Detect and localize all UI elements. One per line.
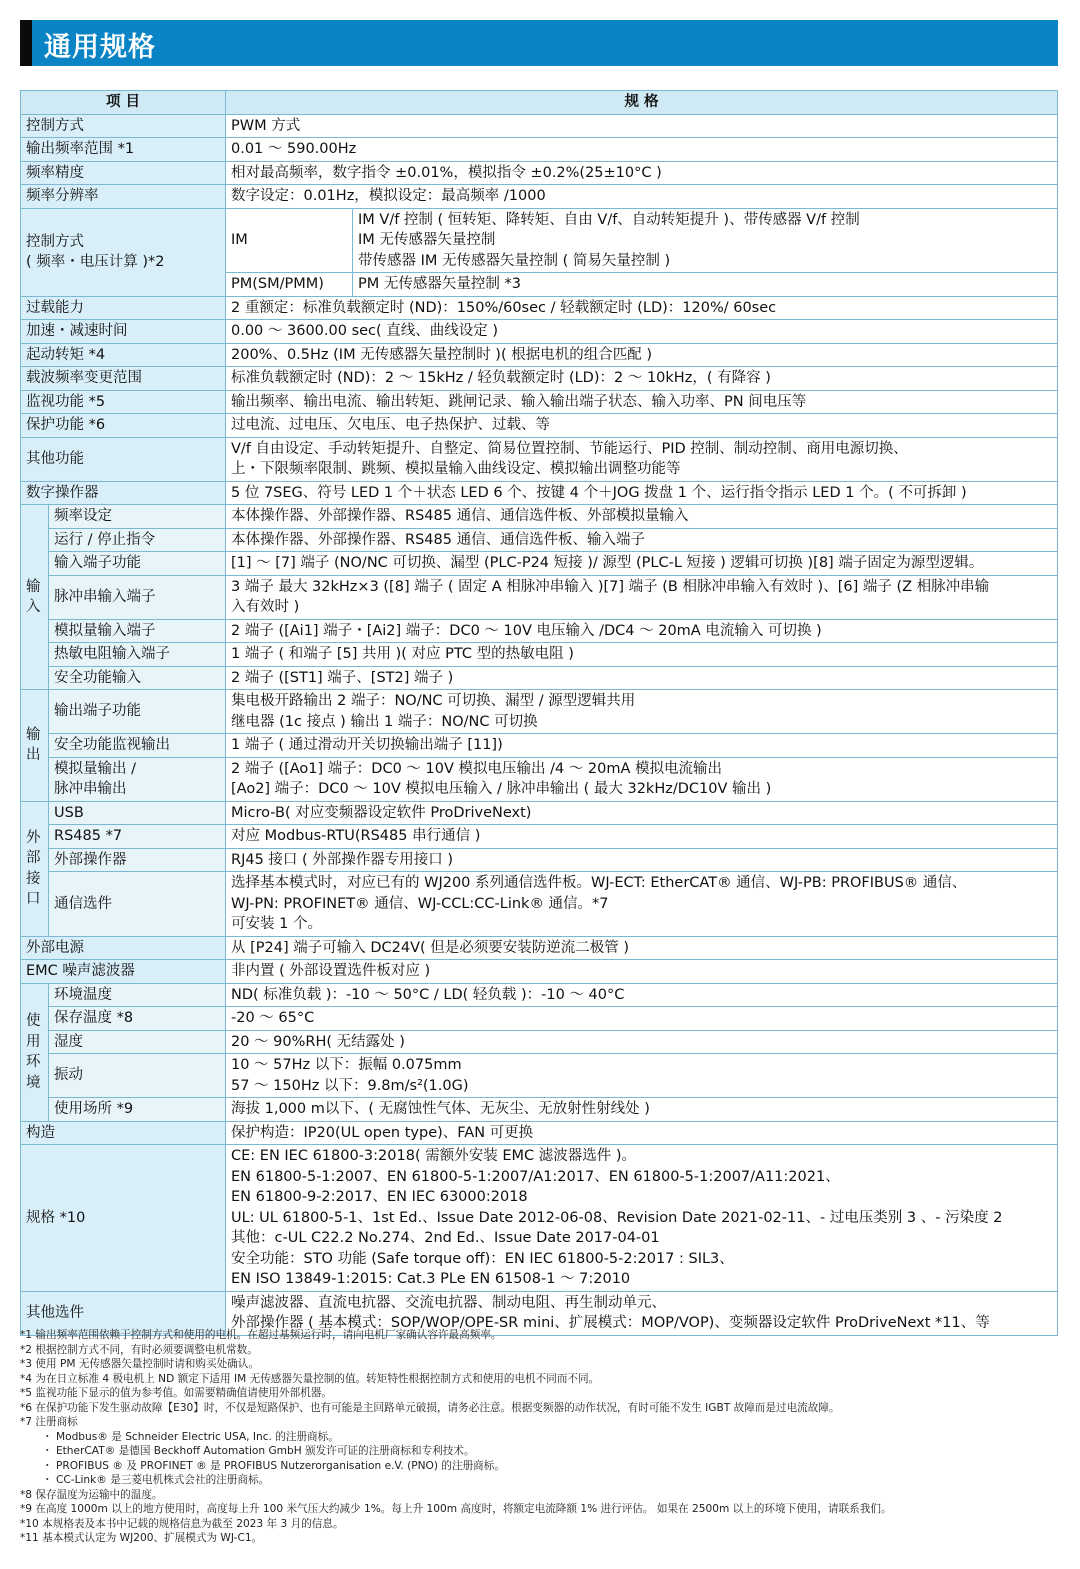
pm-value: PM 无传感器矢量控制 *3 xyxy=(353,273,1058,297)
group-char: 境 xyxy=(26,1074,41,1091)
im-label: IM xyxy=(226,208,353,273)
row-value xyxy=(226,872,1058,937)
line: [Ao2] 端子：DC0 ～ 10V 模拟电压输入 / 脉冲串输出 ( 最大 32kHz/DC10V 输出 ) xyxy=(231,781,772,797)
sub-label: 环境温度 xyxy=(49,983,226,1007)
table-row xyxy=(21,666,1058,690)
footnote: *2 根据控制方式不同，有时必须要调整电机常数。 xyxy=(20,1343,258,1356)
table-row xyxy=(21,414,1058,438)
row-label: 外部电源 xyxy=(21,936,226,960)
group-label-output xyxy=(21,690,49,802)
table-row xyxy=(21,437,1058,481)
footnote: *4 为在日立标准 4 极电机上 ND 额定下适用 IM 无传感器矢量控制的值。转矩特性根据控制方式和使用的电机不同而不同。 xyxy=(20,1372,600,1385)
sub-label: 频率设定 xyxy=(49,505,226,529)
sub-label: 模拟量输入端子 xyxy=(49,619,226,643)
footnote: *6 在保护功能下发生驱动故障【E30】时，不仅是短路保护、也有可能是主回路单元破损，请务必注意。根据变频器的动作状况，有时可能不发生 IGBT 故障而是过电流故障。 xyxy=(20,1401,840,1414)
line: IM V/f 控制 ( 恒转矩、降转矩、自由 V/f、自动转矩提升 )、带传感器 V/f 控制 xyxy=(358,211,860,228)
group-char: 接 xyxy=(26,870,41,887)
table-header-row xyxy=(21,91,1058,115)
row-label: 其他功能 xyxy=(21,437,226,481)
row-value xyxy=(226,437,1058,481)
col-header-item: 项 目 xyxy=(21,91,226,115)
row-value: 20 ～ 90%RH( 无结露处 ) xyxy=(226,1030,1058,1054)
row-label: 起动转矩 *4 xyxy=(21,343,226,367)
line: 可安装 1 个。 xyxy=(231,916,322,932)
footnote: *3 使用 PM 无传感器矢量控制时请和购买处确认。 xyxy=(20,1358,259,1370)
table-row xyxy=(21,1145,1058,1292)
line: 继电器 (1c 接点 ) 输出 1 端子：NO/NC 可切换 xyxy=(231,713,538,730)
row-label: 加速・减速时间 xyxy=(21,320,226,344)
line: WJ-PN: PROFINET® 通信、WJ-CCL:CC-Link® 通信。*7 xyxy=(231,895,609,912)
footnote: *10 本规格表及本书中记载的规格信息为截至 2023 年 3 月的信息。 xyxy=(20,1517,344,1530)
table-row xyxy=(21,960,1058,984)
group-char: 入 xyxy=(26,599,41,615)
sub-label: 热敏电阻输入端子 xyxy=(49,643,226,667)
sub-label: 脉冲串输入端子 xyxy=(49,575,226,619)
line: UL: UL 61800-5-1、1st Ed.、Issue Date 2012-06-08、Revision Date 2021-02-11、- 过电压类别 3 、- 污染度 2 xyxy=(231,1209,1003,1226)
footnotes xyxy=(20,1328,1060,1546)
line: 其他：c-UL C22.2 No.274、2nd Ed.、Issue Date 2017-04-01 xyxy=(231,1230,660,1246)
footnote: *8 保存温度为运输中的温度。 xyxy=(20,1488,163,1501)
row-value: 1 端子 ( 通过滑动开关切换输出端子 [11]) xyxy=(226,734,1058,758)
sub-label: 湿度 xyxy=(49,1030,226,1054)
sub-label: 输入端子功能 xyxy=(49,552,226,576)
footnote: *1 输出频率范围依赖于控制方式和使用的电机。在超过基频运行时，请向电机厂家确认容许最高频率。 xyxy=(20,1329,502,1341)
group-char: 口 xyxy=(26,891,41,907)
row-value: RJ45 接口 ( 外部操作器专用接口 ) xyxy=(226,848,1058,872)
row-label: EMC 噪声滤波器 xyxy=(21,960,226,984)
col-header-spec: 规 格 xyxy=(226,91,1058,115)
table-row xyxy=(21,208,1058,273)
line: 带传感器 IM 无传感器矢量控制 ( 简易矢量控制 ) xyxy=(358,252,671,269)
table-row xyxy=(21,1007,1058,1031)
row-value: 5 位 7SEG、符号 LED 1 个＋状态 LED 6 个、按键 4 个＋JOG 拨盘 1 个、运行指令指示 LED 1 个。( 不可拆卸 ) xyxy=(226,481,1058,505)
table-row xyxy=(21,690,1058,734)
table-row xyxy=(21,643,1058,667)
table-row xyxy=(21,367,1058,391)
im-value xyxy=(353,208,1058,273)
row-value: -20 ～ 65°C xyxy=(226,1007,1058,1031)
sub-label: 保存温度 *8 xyxy=(49,1007,226,1031)
table-row xyxy=(21,161,1058,185)
line: 外部操作器 ( 基本模式：SOP/WOP/OPE-SR mini、扩展模式：MOP/VOP)、变频器设定软件 ProDriveNext *11、等 xyxy=(231,1315,990,1331)
section-title: 通用规格 xyxy=(44,32,156,63)
group-char: 输 xyxy=(26,578,41,595)
row-value xyxy=(226,1145,1058,1292)
row-label: 输出频率范围 *1 xyxy=(21,138,226,162)
row-value: 0.01 ～ 590.00Hz xyxy=(226,138,1058,162)
row-value: 从 [P24] 端子可输入 DC24V( 但是必须要安装防逆流二极管 ) xyxy=(226,936,1058,960)
sub-label: 安全功能监视输出 xyxy=(49,734,226,758)
trademark-note: ・ Modbus® 是 Schneider Electric USA, Inc. 的注册商标。 xyxy=(42,1430,339,1443)
sub-label: 安全功能输入 xyxy=(49,666,226,690)
sub-label: 外部操作器 xyxy=(49,848,226,872)
row-label: 规格 *10 xyxy=(21,1145,226,1292)
table-row xyxy=(21,552,1058,576)
table-row xyxy=(21,1098,1058,1122)
row-value: ND( 标准负载 )：-10 ～ 50°C / LD( 轻负载 )：-10 ～ 40°C xyxy=(226,983,1058,1007)
table-row xyxy=(21,1054,1058,1098)
line: 脉冲串输出 xyxy=(54,781,127,797)
row-value xyxy=(226,575,1058,619)
sub-label: 使用场所 *9 xyxy=(49,1098,226,1122)
line: IM 无传感器矢量控制 xyxy=(358,232,496,248)
sub-label: 运行 / 停止指令 xyxy=(49,528,226,552)
group-label-interface xyxy=(21,801,49,936)
table-row xyxy=(21,505,1058,529)
row-value: 2 端子 ([Ai1] 端子・[Ai2] 端子：DC0 ～ 10V 电压输入 /DC4 ～ 20mA 电流输入 可切换 ) xyxy=(226,619,1058,643)
row-label: 构造 xyxy=(21,1121,226,1145)
row-value: 0.00 ～ 3600.00 sec( 直线、曲线设定 ) xyxy=(226,320,1058,344)
table-row xyxy=(21,757,1058,801)
row-value: 海拔 1,000 m以下、( 无腐蚀性气体、无灰尘、无放射性射线处 ) xyxy=(226,1098,1058,1122)
row-value: 2 端子 ([ST1] 端子、[ST2] 端子 ) xyxy=(226,666,1058,690)
table-row xyxy=(21,138,1058,162)
group-char: 用 xyxy=(26,1033,41,1050)
row-value: 200%、0.5Hz (IM 无传感器矢量控制时 )( 根据电机的组合匹配 ) xyxy=(226,343,1058,367)
table-row xyxy=(21,481,1058,505)
pm-label: PM(SM/PMM) xyxy=(226,273,353,297)
row-label: 其他选件 xyxy=(21,1291,226,1335)
line: 模拟量输出 / xyxy=(54,760,136,777)
group-char: 外 xyxy=(26,829,41,846)
line: CE: EN IEC 61800-3:2018( 需额外安装 EMC 滤波器选件 )。 xyxy=(231,1148,636,1164)
table-row xyxy=(21,801,1058,825)
trademark-note: ・ CC-Link® 是三菱电机株式会社的注册商标。 xyxy=(42,1474,270,1486)
table-row xyxy=(21,825,1058,849)
trademark-note: ・ PROFIBUS ® 及 PROFINET ® 是 PROFIBUS Nutzerorganisation e.V. (PNO) 的注册商标。 xyxy=(42,1459,505,1472)
table-row xyxy=(21,1121,1058,1145)
footnote: *5 监视功能下显示的值为参考值。如需要精确值请使用外部机器。 xyxy=(20,1387,333,1399)
group-label-env xyxy=(21,983,49,1121)
row-value: 标准负载额定时 (ND)：2 ～ 15kHz / 轻负载额定时 (LD)：2 ～ 10kHz，( 有降容 ) xyxy=(226,367,1058,391)
sub-label xyxy=(49,757,226,801)
line: 上・下限频率限制、跳频、模拟量输入曲线设定、模拟输出调整功能等 xyxy=(231,461,681,477)
line: 噪声滤波器、直流电抗器、交流电抗器、制动电阻、再生制动单元、 xyxy=(231,1294,666,1311)
group-char: 输 xyxy=(26,726,41,743)
row-value: 2 重额定：标准负载额定时 (ND)：150%/60sec / 轻载额定时 (LD)：120%/ 60sec xyxy=(226,296,1058,320)
row-label: 频率分辨率 xyxy=(21,185,226,209)
line: EN 61800-9-2:2017、EN IEC 63000:2018 xyxy=(231,1189,528,1205)
row-value: 对应 Modbus-RTU(RS485 串行通信 ) xyxy=(226,825,1058,849)
sub-label: USB xyxy=(49,801,226,825)
table-row xyxy=(21,185,1058,209)
row-value: 非内置 ( 外部设置选件板对应 ) xyxy=(226,960,1058,984)
control-calc-label-2: ( 频率・电压计算 )*2 xyxy=(26,254,165,270)
spec-table xyxy=(20,90,1058,1336)
table-row xyxy=(21,848,1058,872)
group-char: 使 xyxy=(26,1013,41,1029)
sub-label: 振动 xyxy=(49,1054,226,1098)
row-value: Micro-B( 对应变频器设定软件 ProDriveNext) xyxy=(226,801,1058,825)
row-value: 保护构造：IP20(UL open type)、FAN 可更换 xyxy=(226,1121,1058,1145)
group-char: 环 xyxy=(26,1054,41,1070)
line: V/f 自由设定、手动转矩提升、自整定、简易位置控制、节能运行、PID 控制、制动控制、商用电源切换、 xyxy=(231,440,908,457)
line: 集电极开路输出 2 端子：NO/NC 可切换、漏型 / 源型逻辑共用 xyxy=(231,693,636,709)
row-value: 过电流、过电压、欠电压、电子热保护、过载、等 xyxy=(226,414,1058,438)
table-row xyxy=(21,296,1058,320)
sub-label: RS485 *7 xyxy=(49,825,226,849)
line: 57 ～ 150Hz 以下：9.8m/s²(1.0G) xyxy=(231,1077,469,1094)
row-label: 载波频率变更范围 xyxy=(21,367,226,391)
row-value: [1] ～ [7] 端子 (NO/NC 可切换、漏型 (PLC-P24 短接 )/ 源型 (PLC-L 短接 ) 逻辑可切换 )[8] 端子固定为源型逻辑。 xyxy=(226,552,1058,576)
line: EN ISO 13849-1:2015: Cat.3 PLe EN 61508-1 ～ 7:2010 xyxy=(231,1271,631,1287)
table-row xyxy=(21,320,1058,344)
row-value: 本体操作器、外部操作器、RS485 通信、通信选件板、输入端子 xyxy=(226,528,1058,552)
row-label xyxy=(21,208,226,296)
row-value: 数字设定：0.01Hz，模拟设定：最高频率 /1000 xyxy=(226,185,1058,209)
table-row xyxy=(21,390,1058,414)
row-value: 1 端子 ( 和端子 [5] 共用 )( 对应 PTC 型的热敏电阻 ) xyxy=(226,643,1058,667)
footnote: *11 基本模式认定为 WJ200、扩展模式为 WJ-C1。 xyxy=(20,1532,263,1544)
section-header xyxy=(20,20,1058,66)
row-value xyxy=(226,757,1058,801)
line: 入有效时 ) xyxy=(231,599,300,615)
row-label: 监视功能 *5 xyxy=(21,390,226,414)
table-row xyxy=(21,983,1058,1007)
row-value xyxy=(226,690,1058,734)
sub-label: 通信选件 xyxy=(49,872,226,937)
table-row xyxy=(21,872,1058,937)
group-label-input xyxy=(21,505,49,690)
group-char: 部 xyxy=(26,850,41,866)
row-value: 本体操作器、外部操作器、RS485 通信、通信选件板、外部模拟量输入 xyxy=(226,505,1058,529)
row-label: 频率精度 xyxy=(21,161,226,185)
line: 2 端子 ([Ao1] 端子：DC0 ～ 10V 模拟电压输出 /4 ～ 20mA 模拟电流输出 xyxy=(231,760,723,777)
row-value: PWM 方式 xyxy=(226,114,1058,138)
line: 选择基本模式时，对应已有的 WJ200 系列通信选件板。WJ-ECT: EtherCAT® 通信、WJ-PB: PROFIBUS® 通信、 xyxy=(231,875,967,891)
line: EN 61800-5-1:2007、EN 61800-5-1:2007/A1:2017、EN 61800-5-1:2007/A11:2021、 xyxy=(231,1168,840,1185)
table-row xyxy=(21,114,1058,138)
table-row xyxy=(21,528,1058,552)
line: 10 ～ 57Hz 以下：振幅 0.075mm xyxy=(231,1057,462,1073)
row-value: 输出频率、输出电流、输出转矩、跳闸记录、输入输出端子状态、输入功率、PN 间电压等 xyxy=(226,390,1058,414)
line: 3 端子 最大 32kHz×3 ([8] 端子 ( 固定 A 相脉冲串输入 )[7] 端子 (B 相脉冲串输入有效时 )、[6] 端子 (Z 相脉冲串输 xyxy=(231,578,990,595)
table-row xyxy=(21,575,1058,619)
table-row xyxy=(21,734,1058,758)
trademark-note: ・ EtherCAT® 是德国 Beckhoff Automation GmbH 颁发许可证的注册商标和专利技术。 xyxy=(42,1445,475,1457)
row-label: 数字操作器 xyxy=(21,481,226,505)
row-label: 过载能力 xyxy=(21,296,226,320)
row-value: 相对最高频率，数字指令 ±0.01%，模拟指令 ±0.2%(25±10°C ) xyxy=(226,161,1058,185)
row-label: 保护功能 *6 xyxy=(21,414,226,438)
table-row xyxy=(21,343,1058,367)
control-calc-label-1: 控制方式 xyxy=(26,233,84,250)
table-row xyxy=(21,936,1058,960)
table-row xyxy=(21,619,1058,643)
line: 安全功能：STO 功能 (Safe torque off)：EN IEC 61800-5-2:2017 : SIL3、 xyxy=(231,1250,734,1267)
sub-label: 输出端子功能 xyxy=(49,690,226,734)
row-value xyxy=(226,1054,1058,1098)
footnote: *7 注册商标 xyxy=(20,1416,78,1428)
row-label: 控制方式 xyxy=(21,114,226,138)
group-char: 出 xyxy=(26,747,41,764)
footnote: *9 在高度 1000m 以上的地方使用时，高度每上升 100 米气压大约减少 1%。每上升 100m 高度时，将额定电流降额 1% 进行评估。 如果在 2500m 以上的环境下使用，请联系我们。 xyxy=(20,1503,892,1515)
table-row xyxy=(21,1030,1058,1054)
